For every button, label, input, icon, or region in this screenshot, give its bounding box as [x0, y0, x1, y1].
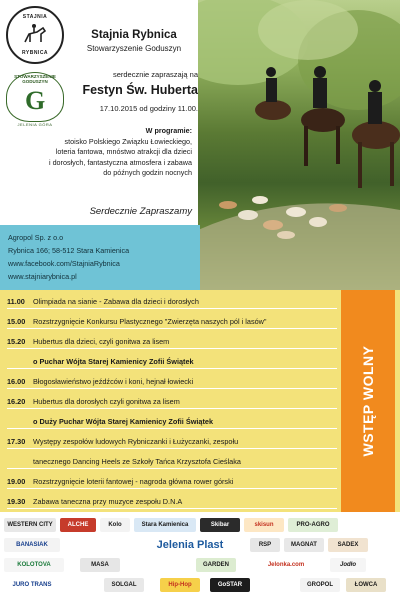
schedule-desc: Hubertus dla dorosłych czyli gonitwa za lisem: [33, 397, 180, 406]
schedule-time: 15.20: [7, 337, 26, 346]
schedule-time: 17.30: [7, 437, 26, 446]
stajnia-rybnica-logo: [6, 6, 64, 64]
sponsor-logo: ALCHE: [60, 518, 96, 532]
schedule-row: [7, 394, 337, 409]
schedule-desc: Rozstrzygnięcie loterii fantowej - nagroda główna rower górski: [33, 477, 234, 486]
sponsor-logo: PRO-AGRO: [288, 518, 338, 532]
schedule-time: 11.00: [7, 297, 25, 306]
program-line: do późnych godzin nocnych: [103, 168, 192, 177]
sponsor-logo: GARDEN: [196, 558, 236, 572]
sponsor-logo: MAGNAT: [284, 538, 324, 552]
invite-text: serdecznie zapraszają na: [112, 70, 198, 79]
horse-rider-icon: [21, 22, 49, 48]
sponsor-logo: RSP: [250, 538, 280, 552]
hunt-photo: [198, 0, 400, 295]
website-link[interactable]: www.stajniarybnica.pl: [8, 272, 77, 281]
sponsor-strip: [0, 512, 400, 600]
free-entry-text: WSTĘP WOLNY: [360, 345, 376, 457]
sponsor-logo: Stara Kamienica: [134, 518, 196, 532]
schedule-desc: Olimpiada na sianie - Zabawa dla dzieci i dorosłych: [33, 297, 199, 306]
logo-ring-bottom-text: RYBNICA: [21, 50, 49, 56]
schedule-row: [7, 354, 337, 369]
schedule-time: 16.20: [7, 397, 26, 406]
sponsor-logo: ŁOWCA: [346, 578, 386, 592]
sponsor-logo: GROPOL: [300, 578, 340, 592]
schedule-row: [7, 434, 337, 449]
sponsor-logo: WESTERN CITY: [4, 518, 56, 532]
riders-and-hounds-image: [198, 0, 400, 295]
schedule-desc: o Duży Puchar Wójta Starej Kamienicy Zofii Świątek: [33, 417, 214, 426]
schedule-desc: tanecznego Dancing Heels ze Szkoły Tańca Krzysztofa Cieślaka: [33, 457, 241, 466]
schedule-row: [7, 474, 337, 489]
schedule-section: [0, 290, 400, 512]
contact-address: Rybnica 166; 58-512 Stara Kamienica: [8, 246, 130, 255]
schedule-row: [7, 494, 337, 509]
schedule-desc: Zabawa taneczna przy muzyce zespołu D.N.A: [33, 497, 183, 506]
schedule-desc: Hubertus dla dzieci, czyli gonitwa za lisem: [33, 337, 170, 346]
program-heading: W programie:: [145, 126, 192, 135]
schedule-time: 15.00: [7, 317, 26, 326]
schedule-time: 16.00: [7, 377, 26, 386]
schedule-row: [7, 454, 337, 469]
organizer-subtitle: Stowarzyszenie Goduszyn: [86, 44, 182, 53]
sponsor-logo: JURO TRANS: [4, 578, 60, 592]
sponsor-logo: GoSTAR: [210, 578, 250, 592]
sponsor-logo: Jelenia Plast: [136, 537, 244, 553]
schedule-row: [7, 314, 337, 329]
goduszyn-logo: [6, 72, 64, 130]
schedule-desc: Błogosławieństwo jeźdźców i koni, hejnał łowiecki: [33, 377, 194, 386]
schedule-time: 19.30: [7, 497, 26, 506]
schedule-row: [7, 374, 337, 389]
contact-box: [0, 225, 200, 290]
schedule-desc: Rozstrzygnięcie Konkursu Plastycznego "Zwierzęta naszych pól i lasów": [33, 317, 267, 326]
sponsor-logo: KOLOTOVA: [4, 558, 64, 572]
logo-ring-top-text: STAJNIA: [22, 14, 48, 20]
sponsor-logo: Hip-Hop: [160, 578, 200, 592]
logo-arc-text: STOWARZYSZENIE GODUSZYN: [14, 74, 56, 84]
logo-subtext: JELENIA GÓRA: [17, 122, 53, 127]
festival-title: Festyn Św. Huberta: [82, 83, 198, 97]
sponsor-logo: Kolo: [100, 518, 130, 532]
sponsor-logo: MASA: [80, 558, 120, 572]
free-entry-badge: [341, 290, 395, 512]
organizer-title: Stajnia Rybnica: [91, 29, 177, 41]
schedule-desc: Występy zespołów ludowych Rybniczanki i Łużyczanki, zespołu: [33, 437, 239, 446]
sponsor-logo: Jelonka.com: [256, 558, 316, 572]
header-section: [0, 0, 400, 290]
facebook-link[interactable]: www.facebook.com/StajniaRybnica: [8, 259, 120, 268]
sponsor-logo: Jodło: [330, 558, 366, 572]
program-block: [6, 126, 192, 179]
sponsor-logo: SADEX: [328, 538, 368, 552]
schedule-desc: o Puchar Wójta Starej Kamienicy Zofii Świątek: [33, 357, 194, 366]
festival-date: 17.10.2015 od godziny 11.00.: [99, 104, 198, 113]
greeting-text: Serdecznie Zapraszamy: [89, 206, 192, 217]
program-line: loteria fantowa, mnóstwo atrakcji dla dzieci: [55, 147, 192, 156]
contact-company: Agropol Sp. z o.o: [8, 233, 64, 242]
program-line: i dorosłych, fantastyczna atmosfera i zabawa: [48, 157, 192, 167]
logo-letter: G: [25, 86, 46, 115]
sponsor-logo: Skibar: [200, 518, 240, 532]
sponsor-logo: BANASIAK: [4, 538, 60, 552]
schedule-row: [7, 294, 337, 309]
schedule-row: [7, 414, 337, 429]
program-line: stoisko Polskiego Związku Łowieckiego,: [64, 136, 192, 146]
sponsor-logo: skisun: [244, 518, 284, 532]
sponsor-logo: SOLGAL: [104, 578, 144, 592]
schedule-time: 19.00: [7, 477, 26, 486]
schedule-row: [7, 334, 337, 349]
